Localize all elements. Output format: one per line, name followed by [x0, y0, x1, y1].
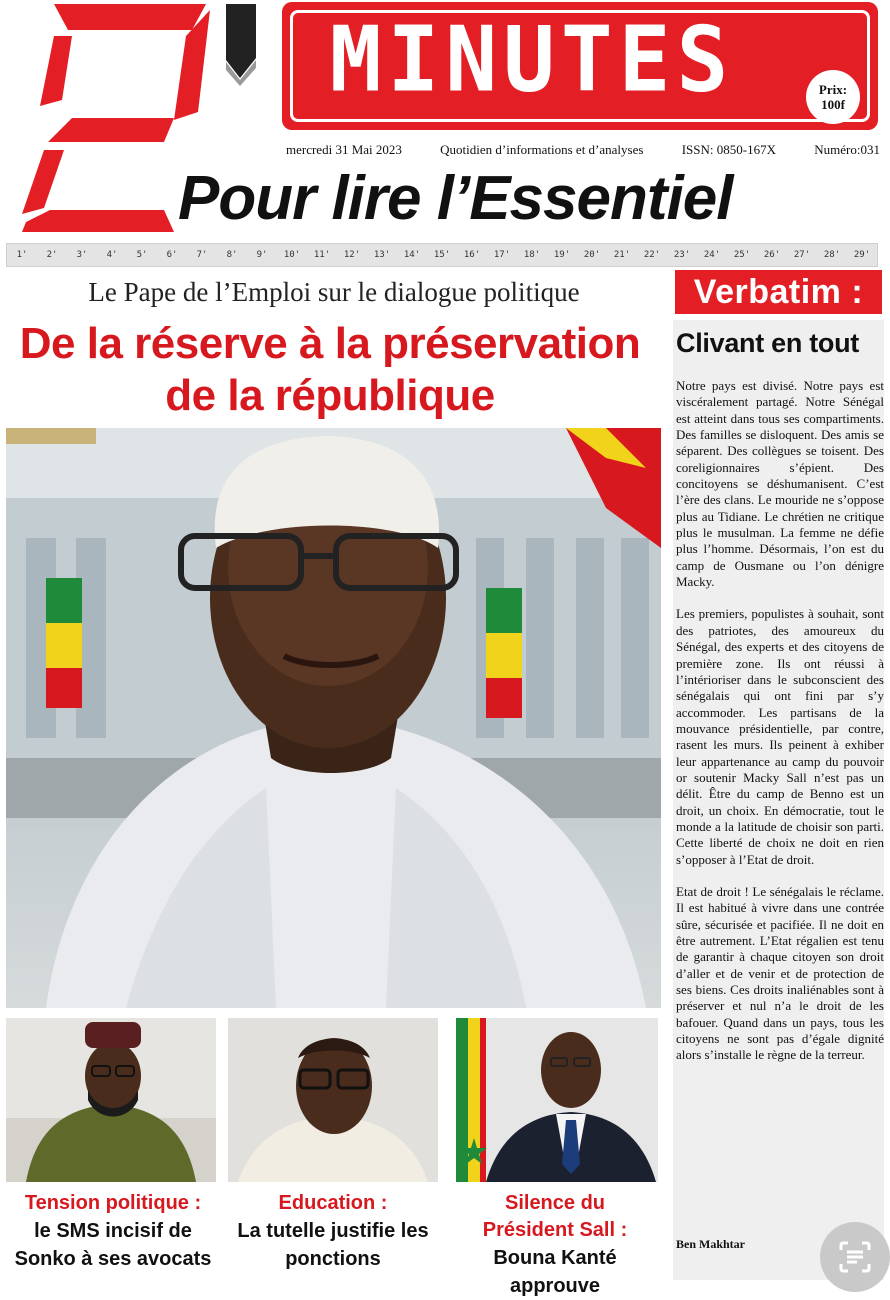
story-president-kicker-1: Silence du — [504, 1192, 606, 1214]
headline-line-2: de la république — [165, 371, 495, 420]
ruler-mark: 12' — [343, 250, 361, 260]
headline-line-1: De la réserve à la préservation — [19, 319, 641, 368]
story-sonko-kicker: Tension politique : — [24, 1192, 202, 1214]
paper-description: Quotidien d’informations et d’analyses — [440, 142, 644, 157]
ruler-mark: 5' — [136, 250, 148, 260]
scan-text-button[interactable] — [820, 1222, 890, 1292]
ruler-mark: 8' — [226, 250, 238, 260]
logo-apostrophe — [222, 4, 260, 84]
ruler-mark: 27' — [793, 250, 811, 260]
verbatim-title[interactable]: Clivant en tout — [676, 328, 859, 358]
ruler-mark: 20' — [583, 250, 601, 260]
ruler-mark: 28' — [823, 250, 841, 260]
story-education-kicker: Education : — [278, 1192, 388, 1214]
story-president-line-1: Bouna Kanté approuve — [493, 1247, 617, 1297]
issue-number: Numéro:031 — [814, 142, 880, 157]
ruler-mark: 4' — [106, 250, 118, 260]
ruler-mark: 11' — [313, 250, 331, 260]
price-badge — [806, 70, 860, 124]
price-value: 100f — [821, 97, 845, 112]
ruler-mark: 22' — [643, 250, 661, 260]
ruler-mark: 29' — [853, 250, 871, 260]
ruler-mark: 13' — [373, 250, 391, 260]
ruler-mark: 15' — [433, 250, 451, 260]
ruler-mark: 26' — [763, 250, 781, 260]
story-president[interactable] — [446, 1190, 664, 1300]
ruler-mark: 18' — [523, 250, 541, 260]
story-sonko[interactable] — [4, 1190, 222, 1273]
issue-date: mercredi 31 Mai 2023 — [286, 142, 402, 157]
main-photo — [6, 428, 661, 1008]
main-headline[interactable] — [0, 318, 660, 422]
story-education-line-1: La tutelle justifie les — [237, 1220, 429, 1242]
ruler-mark: 17' — [493, 250, 511, 260]
brand-banner — [282, 2, 878, 130]
text-scan-icon — [838, 1240, 872, 1274]
story-sonko-line-1: le SMS incisif de — [34, 1220, 192, 1242]
story-photo-sonko — [6, 1018, 216, 1182]
verbatim-paragraph-3: Etat de droit ! Le sénégalais le réclame. Il est habitué à vivre dans une contrée sûre, sécurisée et pacifiée. Il ne doit en être autrement. L’Etat régalien est tenu de garantir à chaque citoyen son droit d’aller et de venir et de protection de ses biens. Ces droits inaliénables sont à préserver et nul n’a le droit de les bafouer. Quand dans un pays, tous les citoyens ne sont pas d’égale dignité alors s’installe le règne de la terreur. — [676, 883, 884, 1063]
verbatim-body — [676, 378, 884, 1080]
story-photo-education — [228, 1018, 438, 1182]
ruler-mark: 21' — [613, 250, 631, 260]
tagline: Pour lire l’Essentiel — [178, 164, 733, 233]
ruler-mark: 25' — [733, 250, 751, 260]
ruler-mark: 9' — [256, 250, 268, 260]
ruler-mark: 6' — [166, 250, 178, 260]
ruler-mark: 23' — [673, 250, 691, 260]
ruler-mark: 16' — [463, 250, 481, 260]
ruler-mark: 24' — [703, 250, 721, 260]
ruler-mark: 2' — [46, 250, 58, 260]
verbatim-paragraph-1: Notre pays est divisé. Notre pays est viscéralement partagé. Notre Sénégal est atteint dans tous ses compartiments. Des familles se disloquent. Des amis se séparent. Des collègues se toisent. Des coreligionnaires s’épient. Des concitoyens se déshumanisent. C’est l’ère des clans. Le mouride ne s’oppose plus au Tidiane. Le chrétien ne critique plus le musulman. La femme ne défie plus l’homme. Désormais, l’on est du camp de Ousmane ou l’on dénigre Macky. — [676, 378, 884, 590]
story-sonko-line-2: Sonko à ses avocats — [14, 1248, 212, 1270]
story-education[interactable] — [224, 1190, 442, 1273]
ruler-mark: 7' — [196, 250, 208, 260]
issn: ISSN: 0850-167X — [681, 142, 776, 157]
issue-info-line — [286, 142, 880, 158]
ruler-mark: 1' — [16, 250, 28, 260]
verbatim-section-label: Verbatim : — [673, 268, 884, 316]
story-photo-president — [456, 1018, 658, 1182]
ruler-mark: 19' — [553, 250, 571, 260]
verbatim-author: Ben Makhtar — [676, 1237, 745, 1251]
ruler-mark: 10' — [283, 250, 301, 260]
story-education-line-2: ponctions — [285, 1248, 381, 1270]
story-president-kicker-2: Président Sall : — [482, 1219, 628, 1241]
brand-name: MINUTES — [329, 7, 735, 113]
main-kicker: Le Pape de l’Emploi sur le dialogue politique — [88, 277, 580, 307]
ruler-mark: 3' — [76, 250, 88, 260]
ruler-mark: 14' — [403, 250, 421, 260]
verbatim-paragraph-2: Les premiers, populistes à souhait, sont des patriotes, des amoureux du Sénégal, des experts et des citoyens de première zone. Ils ont réussi à l’intérioriser dans le subconscient des sénégalais qui ont fini par s’y accommoder. Les partisans de la mouvance présidentielle, par contre, rasent les murs. Ils peinent à exhiber leur appartenance au camp du pouvoir or soutenir Macky Sall n’est pas un délit. Être du camp de Benno est un droit, un choix. En démocratie, tout le monde a la latitude de choisir son parti. Cette liberté de choix ne doit en rien s’opposer à l’Etat de droit. — [676, 606, 884, 867]
price-label: Prix: — [818, 82, 848, 97]
minute-ruler — [6, 243, 878, 267]
